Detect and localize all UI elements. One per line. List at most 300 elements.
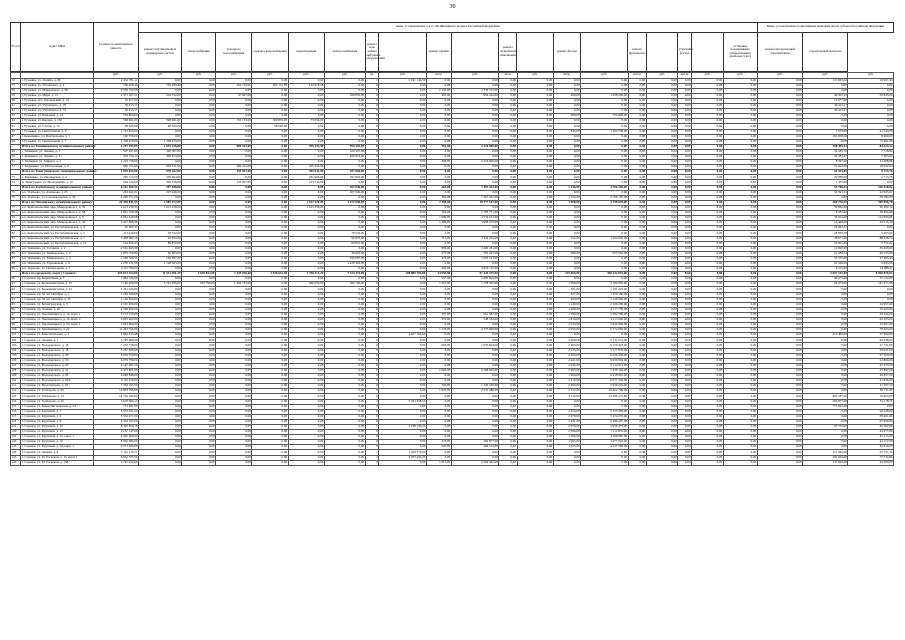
value-cell: 555 432,90 bbox=[288, 165, 324, 170]
value-cell: 0,00 bbox=[723, 302, 757, 307]
value-cell: 0,00 bbox=[182, 430, 216, 435]
value-cell: 112 695,68 bbox=[848, 216, 894, 221]
value-cell: 0,00 bbox=[803, 430, 848, 435]
row-number-cell: 80 bbox=[11, 221, 21, 226]
value-cell: 0,00 bbox=[139, 323, 182, 328]
value-cell: 0,00 bbox=[553, 190, 580, 195]
address-cell: г. Саранск, пр. Ленина, д. 49 bbox=[21, 307, 94, 312]
value-cell: 0,00 bbox=[678, 318, 692, 323]
value-cell: 155 133,00 bbox=[216, 119, 252, 124]
value-cell: 4 661 440,68 bbox=[93, 216, 138, 221]
value-cell: 0,00 bbox=[451, 170, 499, 175]
value-cell: 0,00 bbox=[723, 241, 757, 246]
value-cell: 0,00 bbox=[692, 139, 724, 144]
header-subcolumn: ремонт подвальных помещений bbox=[499, 32, 517, 71]
value-cell: 0,00 bbox=[182, 374, 216, 379]
value-cell: 0,00 bbox=[803, 414, 848, 419]
value-cell: 0,00 bbox=[723, 78, 757, 83]
value-cell: 0,00 bbox=[324, 78, 365, 83]
row-number-cell: 121 bbox=[11, 435, 21, 440]
value-cell: 0,00 bbox=[252, 368, 288, 373]
value-cell: 935 796,00 bbox=[182, 282, 216, 287]
value-cell: 0,00 bbox=[678, 236, 692, 241]
value-cell: 0,00 bbox=[581, 139, 629, 144]
value-cell: 0,00 bbox=[252, 430, 288, 435]
value-cell: 0,00 bbox=[379, 195, 427, 200]
value-cell: 0,00 bbox=[678, 389, 692, 394]
value-cell: 2 435 796,00 bbox=[216, 272, 252, 277]
value-cell: 598 061,00 bbox=[139, 119, 182, 124]
address-cell: г. Саранск, ул. Крупской, д. 16, корп. 1 bbox=[21, 445, 94, 450]
value-cell: 0,00 bbox=[628, 256, 646, 261]
value-cell: 0,00 bbox=[499, 261, 517, 266]
value-cell: 0,00 bbox=[379, 221, 427, 226]
value-cell: 0,00 bbox=[678, 307, 692, 312]
value-cell: 0,00 bbox=[252, 104, 288, 109]
value-cell: 0,00 bbox=[139, 363, 182, 368]
value-cell: 0,00 bbox=[182, 455, 216, 460]
value-cell: 0,00 bbox=[581, 88, 629, 93]
value-cell: 0,00 bbox=[803, 363, 848, 368]
value-cell: 3 112 799,00 bbox=[93, 267, 138, 272]
value-cell: 0,00 bbox=[182, 399, 216, 404]
row-number-cell: 94 bbox=[11, 297, 21, 302]
header-subcolumn: утепление фасада bbox=[678, 32, 692, 71]
value-cell: 0,00 bbox=[628, 445, 646, 450]
value-cell: 0,00 bbox=[723, 318, 757, 323]
value-cell: 0,00 bbox=[288, 419, 324, 424]
address-cell: Итого по городскому округу Саранск: bbox=[21, 272, 94, 277]
value-cell: 0,00 bbox=[628, 318, 646, 323]
value-cell: 0 bbox=[365, 277, 379, 282]
value-cell: 0,00 bbox=[499, 205, 517, 210]
address-cell: г. Саранск, ул. Крупской, д. 1 bbox=[21, 409, 94, 414]
value-cell: 0,00 bbox=[252, 445, 288, 450]
value-cell: 0,00 bbox=[379, 302, 427, 307]
value-cell: 0,00 bbox=[723, 363, 757, 368]
value-cell: 0 bbox=[365, 211, 379, 216]
value-cell: 0,00 bbox=[216, 221, 252, 226]
value-cell: 0,00 bbox=[757, 88, 802, 93]
value-cell: 0,00 bbox=[499, 134, 517, 139]
value-cell: 0,00 bbox=[182, 211, 216, 216]
address-cell: р.п. Чамзинка, ул. Маяковского, д. 4 bbox=[21, 256, 94, 261]
header-no: № п/п bbox=[11, 23, 21, 72]
header-subcolumn: ремонт или замена лифтового оборудования bbox=[365, 32, 379, 71]
value-cell: 22 860,00 bbox=[848, 358, 894, 363]
value-cell: 0,00 bbox=[379, 175, 427, 180]
row-number-cell: 62 bbox=[11, 109, 21, 114]
address-cell: г. Саранск, пр. 50 лет Октября, д. 1 bbox=[21, 292, 94, 297]
row-number-cell: 111 bbox=[11, 384, 21, 389]
value-cell: 0,00 bbox=[581, 180, 629, 185]
value-cell: 950 151,94 bbox=[139, 165, 182, 170]
value-cell: 0,00 bbox=[182, 109, 216, 114]
register-table bbox=[10, 72, 894, 466]
value-cell: 0,00 bbox=[426, 404, 451, 409]
value-cell: 0,00 bbox=[692, 348, 724, 353]
value-cell: 0,00 bbox=[646, 144, 678, 149]
value-cell: 216 742,00 bbox=[139, 93, 182, 98]
value-cell: 0,00 bbox=[628, 358, 646, 363]
value-cell: 4 799 902,00 bbox=[93, 307, 138, 312]
value-cell: 0,00 bbox=[499, 149, 517, 154]
value-cell: 0,00 bbox=[646, 435, 678, 440]
value-cell: 0,00 bbox=[139, 88, 182, 93]
value-cell: 0,00 bbox=[723, 205, 757, 210]
value-cell: 0,00 bbox=[451, 409, 499, 414]
value-cell: 0 bbox=[365, 185, 379, 190]
value-cell: 0,00 bbox=[288, 226, 324, 231]
value-cell: 5 408 082,16 bbox=[93, 236, 138, 241]
value-cell: 0,00 bbox=[646, 277, 678, 282]
value-cell: 400,00 bbox=[426, 267, 451, 272]
value-cell: 47 907,00 bbox=[216, 93, 252, 98]
value-cell: 0,00 bbox=[426, 419, 451, 424]
value-cell: 998 181,00 bbox=[324, 144, 365, 149]
value-cell: 0,00 bbox=[379, 216, 427, 221]
value-cell: 0,00 bbox=[379, 83, 427, 88]
value-cell: 49 673,00 bbox=[803, 277, 848, 282]
row-number-cell: 96 bbox=[11, 307, 21, 312]
value-cell: 773 691,00 bbox=[803, 404, 848, 409]
value-cell: 0,00 bbox=[646, 195, 678, 200]
value-cell: 491 672 214,09 bbox=[93, 272, 138, 277]
value-cell: 0,00 bbox=[678, 144, 692, 149]
value-cell: 0,00 bbox=[646, 358, 678, 363]
value-cell: 0,00 bbox=[628, 333, 646, 338]
address-cell: г. Саранск, ул. Володарского, д. 92А bbox=[21, 379, 94, 384]
value-cell: 0,00 bbox=[379, 343, 427, 348]
value-cell: 2 523,00 bbox=[553, 323, 580, 328]
value-cell: 2 408,00 bbox=[553, 338, 580, 343]
value-cell: 0 bbox=[365, 343, 379, 348]
value-cell: 0,00 bbox=[139, 353, 182, 358]
value-cell: 0 bbox=[365, 435, 379, 440]
value-cell: 45 892,00 bbox=[848, 368, 894, 373]
value-cell: 4 269 887,00 bbox=[581, 435, 629, 440]
value-cell: 0,00 bbox=[581, 98, 629, 103]
value-cell: 0,00 bbox=[692, 394, 724, 399]
value-cell: 0,00 bbox=[216, 216, 252, 221]
value-cell: 0,00 bbox=[324, 287, 365, 292]
unit-cell: руб. bbox=[379, 73, 427, 79]
value-cell: 0,00 bbox=[216, 297, 252, 302]
value-cell: 0,00 bbox=[379, 353, 427, 358]
value-cell: 0,00 bbox=[216, 98, 252, 103]
value-cell: 52 843,96 bbox=[848, 93, 894, 98]
value-cell: 0,00 bbox=[182, 114, 216, 119]
value-cell: 0,00 bbox=[324, 409, 365, 414]
value-cell: 0,00 bbox=[692, 302, 724, 307]
value-cell: 0 bbox=[365, 149, 379, 154]
value-cell: 0,00 bbox=[324, 379, 365, 384]
value-cell: 0,00 bbox=[692, 256, 724, 261]
value-cell: 0,00 bbox=[692, 312, 724, 317]
value-cell: 0,00 bbox=[646, 394, 678, 399]
value-cell: 0,00 bbox=[182, 440, 216, 445]
value-cell: 34 591,51 bbox=[803, 190, 848, 195]
value-cell: 2 046,00 bbox=[553, 363, 580, 368]
value-cell: 0,00 bbox=[723, 368, 757, 373]
value-cell: 0,00 bbox=[628, 124, 646, 129]
value-cell: 0,00 bbox=[692, 78, 724, 83]
value-cell: 0,00 bbox=[499, 394, 517, 399]
value-cell: 0,00 bbox=[723, 175, 757, 180]
value-cell: 0,00 bbox=[252, 302, 288, 307]
value-cell: 0,00 bbox=[723, 460, 757, 465]
value-cell: 0,00 bbox=[517, 379, 553, 384]
value-cell: 0,00 bbox=[553, 98, 580, 103]
value-cell: 0,00 bbox=[517, 374, 553, 379]
value-cell: 0,00 bbox=[692, 114, 724, 119]
value-cell: 0,00 bbox=[678, 200, 692, 205]
value-cell: 0 bbox=[365, 226, 379, 231]
value-cell: 0,00 bbox=[288, 379, 324, 384]
value-cell: 0,00 bbox=[517, 358, 553, 363]
value-cell: 0,00 bbox=[723, 98, 757, 103]
value-cell: 0,00 bbox=[426, 394, 451, 399]
value-cell: 0,00 bbox=[451, 419, 499, 424]
value-cell: 0,00 bbox=[628, 160, 646, 165]
value-cell: 0,00 bbox=[216, 292, 252, 297]
value-cell: 0,00 bbox=[252, 155, 288, 160]
row-number-cell: 78 bbox=[11, 211, 21, 216]
value-cell: 216 460,00 bbox=[803, 333, 848, 338]
value-cell: 1 613 230,00 bbox=[288, 205, 324, 210]
value-cell: 0,00 bbox=[581, 155, 629, 160]
value-cell: 0,00 bbox=[723, 165, 757, 170]
value-cell: 0,00 bbox=[379, 200, 427, 205]
value-cell: 0,00 bbox=[517, 175, 553, 180]
value-cell: 0,00 bbox=[723, 287, 757, 292]
value-cell: 0,00 bbox=[692, 221, 724, 226]
value-cell: 0,00 bbox=[757, 226, 802, 231]
value-cell: 0,00 bbox=[451, 241, 499, 246]
value-cell: 0,00 bbox=[451, 394, 499, 399]
value-cell: 0,00 bbox=[139, 328, 182, 333]
value-cell: 207 046,00 bbox=[324, 185, 365, 190]
value-cell: 78 663,00 bbox=[848, 328, 894, 333]
value-cell: 0,00 bbox=[553, 104, 580, 109]
value-cell: 40 723,66 bbox=[848, 251, 894, 256]
value-cell: 0,00 bbox=[379, 460, 427, 465]
value-cell: 0,00 bbox=[139, 368, 182, 373]
value-cell: 0,00 bbox=[252, 231, 288, 236]
value-cell: 26 459 841,53 bbox=[93, 200, 138, 205]
value-cell: 0,00 bbox=[723, 292, 757, 297]
value-cell: 0,00 bbox=[723, 394, 757, 399]
value-cell: 15 677,00 bbox=[93, 98, 138, 103]
value-cell: 0,00 bbox=[324, 363, 365, 368]
value-cell: 95 779,00 bbox=[803, 424, 848, 429]
value-cell: 0,00 bbox=[139, 460, 182, 465]
value-cell: 0,00 bbox=[451, 104, 499, 109]
value-cell: 0,00 bbox=[216, 318, 252, 323]
value-cell: 0,00 bbox=[182, 384, 216, 389]
row-number-cell: 74 bbox=[11, 180, 21, 185]
value-cell: 1 785 771,00 bbox=[451, 211, 499, 216]
value-cell: 0,00 bbox=[252, 343, 288, 348]
value-cell: 0,00 bbox=[553, 460, 580, 465]
value-cell: 0,00 bbox=[757, 455, 802, 460]
value-cell: 0,00 bbox=[517, 144, 553, 149]
value-cell: 0,00 bbox=[803, 292, 848, 297]
row-number-cell: 106 bbox=[11, 358, 21, 363]
value-cell: 0,00 bbox=[757, 348, 802, 353]
value-cell: 0,00 bbox=[182, 277, 216, 282]
value-cell: 0,00 bbox=[379, 440, 427, 445]
address-cell: с. Барашево, ул. Пионерская, д. 4 bbox=[21, 175, 94, 180]
value-cell: 0,00 bbox=[692, 323, 724, 328]
value-cell: 0,00 bbox=[379, 328, 427, 333]
value-cell: 0,00 bbox=[379, 287, 427, 292]
value-cell: 0,00 bbox=[379, 277, 427, 282]
value-cell: 978 362,00 bbox=[139, 170, 182, 175]
value-cell: 0,00 bbox=[581, 333, 629, 338]
value-cell: 168 835,00 bbox=[324, 93, 365, 98]
value-cell: 0,00 bbox=[288, 104, 324, 109]
value-cell: 1 954 226,00 bbox=[139, 144, 182, 149]
value-cell: 5 474 070,00 bbox=[581, 414, 629, 419]
value-cell: 0,00 bbox=[692, 124, 724, 129]
value-cell: 0,00 bbox=[646, 149, 678, 154]
value-cell: 0,00 bbox=[692, 430, 724, 435]
value-cell: 0,00 bbox=[517, 368, 553, 373]
value-cell: 0,00 bbox=[803, 297, 848, 302]
value-cell: 0,00 bbox=[324, 221, 365, 226]
value-cell: 262 131,85 bbox=[252, 83, 288, 88]
value-cell: 0,00 bbox=[692, 374, 724, 379]
page-number: 30 bbox=[449, 4, 456, 10]
value-cell: 0,00 bbox=[451, 226, 499, 231]
value-cell: 0,00 bbox=[678, 292, 692, 297]
value-cell: 0 bbox=[365, 287, 379, 292]
value-cell: 0,00 bbox=[692, 297, 724, 302]
value-cell: 0,00 bbox=[628, 93, 646, 98]
value-cell: 0,00 bbox=[553, 277, 580, 282]
value-cell: 135 460,00 bbox=[553, 272, 580, 277]
value-cell: 0,00 bbox=[628, 307, 646, 312]
value-cell: 0,00 bbox=[426, 124, 451, 129]
value-cell: 0,00 bbox=[517, 216, 553, 221]
value-cell: 0,00 bbox=[692, 450, 724, 455]
value-cell: 0,00 bbox=[628, 363, 646, 368]
value-cell: 2 441,00 bbox=[553, 419, 580, 424]
value-cell: 0,00 bbox=[646, 374, 678, 379]
header-subcolumn: разработка проектной документации bbox=[757, 32, 802, 71]
row-number-cell: 95 bbox=[11, 302, 21, 307]
value-cell: 0,00 bbox=[757, 399, 802, 404]
value-cell: 0,00 bbox=[426, 455, 451, 460]
row-number-cell: 115 bbox=[11, 404, 21, 409]
value-cell: 0,00 bbox=[553, 165, 580, 170]
value-cell: 0,00 bbox=[182, 328, 216, 333]
value-cell: 0,00 bbox=[581, 450, 629, 455]
value-cell: 0,00 bbox=[324, 450, 365, 455]
value-cell: 0,00 bbox=[757, 379, 802, 384]
value-cell: 0,00 bbox=[646, 134, 678, 139]
value-cell: 0,00 bbox=[723, 328, 757, 333]
address-cell: г. Саранск, ул. Хмельницкого, д. 22, корп. 1 bbox=[21, 323, 94, 328]
row-number-cell: 90 bbox=[11, 277, 21, 282]
value-cell: 0,00 bbox=[628, 231, 646, 236]
value-cell: 0,00 bbox=[692, 460, 724, 465]
value-cell: 0,00 bbox=[182, 318, 216, 323]
value-cell: 0,00 bbox=[182, 236, 216, 241]
value-cell: 0,00 bbox=[252, 399, 288, 404]
value-cell: 0,00 bbox=[379, 93, 427, 98]
value-cell: 0,00 bbox=[517, 297, 553, 302]
value-cell: 0,00 bbox=[646, 216, 678, 221]
value-cell: 3 761 958,00 bbox=[139, 282, 182, 287]
value-cell: 0,00 bbox=[379, 379, 427, 384]
value-cell: 0,00 bbox=[182, 307, 216, 312]
value-cell: 0,00 bbox=[379, 109, 427, 114]
value-cell: 537,00 bbox=[426, 277, 451, 282]
value-cell: 0,00 bbox=[182, 409, 216, 414]
value-cell: 0,00 bbox=[803, 368, 848, 373]
value-cell: 0,00 bbox=[692, 119, 724, 124]
value-cell: 0,00 bbox=[692, 287, 724, 292]
header-subcolumn: ремонт крыши bbox=[426, 32, 451, 71]
value-cell: 7 573,00 bbox=[803, 129, 848, 134]
value-cell: 0,00 bbox=[757, 256, 802, 261]
value-cell: 0,00 bbox=[426, 338, 451, 343]
value-cell: 0,00 bbox=[288, 343, 324, 348]
address-cell: г. Темников, ул. Ленина, д. 21 bbox=[21, 155, 94, 160]
value-cell: 0,00 bbox=[553, 221, 580, 226]
value-cell: 0,00 bbox=[723, 200, 757, 205]
value-cell: 0,00 bbox=[803, 379, 848, 384]
value-cell: 0,00 bbox=[324, 211, 365, 216]
value-cell: 0,00 bbox=[723, 333, 757, 338]
value-cell: 0,00 bbox=[692, 318, 724, 323]
value-cell: 0,00 bbox=[678, 409, 692, 414]
value-cell: 7 363,64 bbox=[848, 155, 894, 160]
value-cell: 0,00 bbox=[252, 409, 288, 414]
value-cell: 0,00 bbox=[499, 93, 517, 98]
value-cell: 403 167,00 bbox=[803, 394, 848, 399]
value-cell: 0,00 bbox=[324, 302, 365, 307]
value-cell: 0,00 bbox=[757, 333, 802, 338]
value-cell: 0,00 bbox=[426, 302, 451, 307]
value-cell: 0,00 bbox=[182, 297, 216, 302]
value-cell: 0 bbox=[365, 292, 379, 297]
row-number-cell: 119 bbox=[11, 424, 21, 429]
value-cell: 0,00 bbox=[628, 394, 646, 399]
value-cell: 0,00 bbox=[139, 318, 182, 323]
value-cell: 0,00 bbox=[646, 353, 678, 358]
value-cell: 0,00 bbox=[678, 368, 692, 373]
value-cell: 0,00 bbox=[379, 318, 427, 323]
value-cell: 0,00 bbox=[723, 124, 757, 129]
value-cell: 205,00 bbox=[426, 445, 451, 450]
value-cell: 0,00 bbox=[499, 445, 517, 450]
value-cell: 0,00 bbox=[288, 211, 324, 216]
value-cell: 0,00 bbox=[692, 379, 724, 384]
value-cell: 0,00 bbox=[182, 185, 216, 190]
value-cell: 0,00 bbox=[581, 175, 629, 180]
value-cell: 0,00 bbox=[426, 435, 451, 440]
value-cell: 0,00 bbox=[628, 277, 646, 282]
value-cell: 0,00 bbox=[723, 226, 757, 231]
value-cell: 0,00 bbox=[517, 343, 553, 348]
value-cell: 7 497 432,00 bbox=[451, 195, 499, 200]
value-cell: 0,00 bbox=[426, 175, 451, 180]
value-cell: 0,00 bbox=[324, 124, 365, 129]
value-cell: 0,00 bbox=[426, 190, 451, 195]
